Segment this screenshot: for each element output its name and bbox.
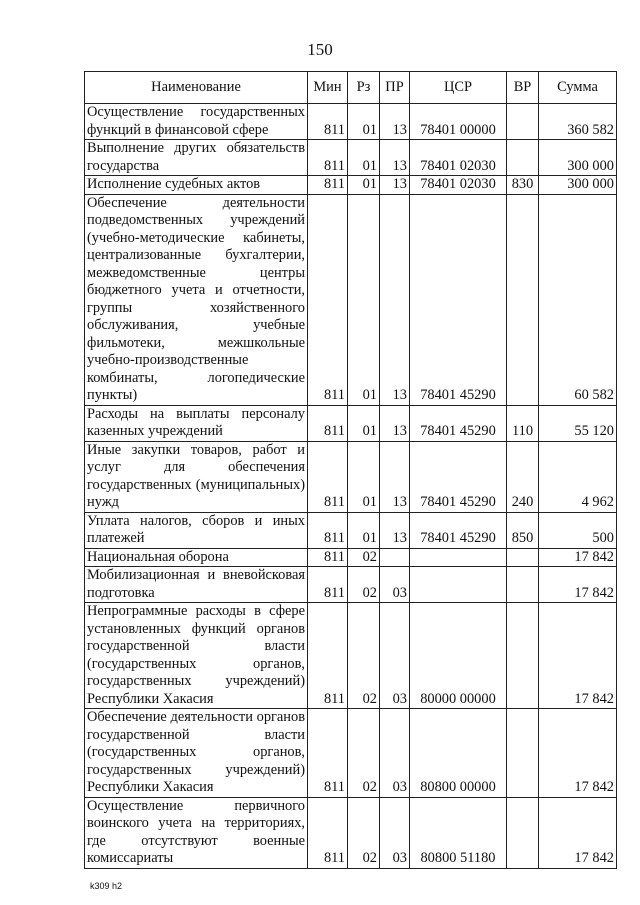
cell-pr: 13 bbox=[380, 441, 410, 512]
cell-csr: 78401 45290 bbox=[410, 441, 507, 512]
header-csr: ЦСР bbox=[410, 72, 507, 104]
cell-pr: 13 bbox=[380, 176, 410, 195]
table-row bbox=[85, 567, 617, 603]
table-row bbox=[85, 194, 617, 405]
cell-csr: 80000 00000 bbox=[410, 603, 507, 709]
cell-rz: 02 bbox=[348, 603, 380, 709]
cell-name: Выполнение других обязательств государства bbox=[85, 140, 308, 176]
table-row bbox=[85, 176, 617, 195]
cell-sum: 17 842 bbox=[539, 567, 617, 603]
cell-min: 811 bbox=[308, 567, 348, 603]
cell-rz: 02 bbox=[348, 567, 380, 603]
cell-pr: 13 bbox=[380, 104, 410, 140]
footer-code: k309 h2 bbox=[90, 881, 123, 891]
cell-min: 811 bbox=[308, 797, 348, 868]
cell-sum: 300 000 bbox=[539, 140, 617, 176]
cell-min: 811 bbox=[308, 104, 348, 140]
cell-vr bbox=[507, 194, 539, 405]
cell-rz: 01 bbox=[348, 140, 380, 176]
cell-rz: 02 bbox=[348, 797, 380, 868]
cell-rz: 01 bbox=[348, 176, 380, 195]
cell-pr bbox=[380, 548, 410, 567]
cell-rz: 01 bbox=[348, 441, 380, 512]
cell-pr: 03 bbox=[380, 709, 410, 798]
cell-name: Обеспечение деятельности органов государственной власти (государственных органов, государственных учреждений) Республики Хакасия bbox=[85, 709, 308, 798]
cell-pr: 13 bbox=[380, 194, 410, 405]
cell-name: Непрограммные расходы в сфере установленных функций органов государственной власти (государственных органов, государственных учреждений) Республики Хакасия bbox=[85, 603, 308, 709]
cell-rz: 01 bbox=[348, 104, 380, 140]
cell-vr bbox=[507, 709, 539, 798]
cell-pr: 03 bbox=[380, 797, 410, 868]
cell-rz: 01 bbox=[348, 194, 380, 405]
table-row bbox=[85, 140, 617, 176]
cell-sum: 17 842 bbox=[539, 709, 617, 798]
cell-sum: 17 842 bbox=[539, 603, 617, 709]
cell-name: Национальная оборона bbox=[85, 548, 308, 567]
header-pr: ПР bbox=[380, 72, 410, 104]
cell-csr: 80800 00000 bbox=[410, 709, 507, 798]
cell-csr: 80800 51180 bbox=[410, 797, 507, 868]
cell-name: Осуществление государственных функций в финансовой сфере bbox=[85, 104, 308, 140]
cell-sum: 17 842 bbox=[539, 797, 617, 868]
cell-csr: 78401 02030 bbox=[410, 176, 507, 195]
table-row bbox=[85, 797, 617, 868]
table-row bbox=[85, 405, 617, 441]
cell-csr bbox=[410, 548, 507, 567]
cell-sum: 55 120 bbox=[539, 405, 617, 441]
page-number: 150 bbox=[307, 40, 333, 59]
cell-csr bbox=[410, 567, 507, 603]
cell-vr: 850 bbox=[507, 512, 539, 548]
cell-pr: 03 bbox=[380, 567, 410, 603]
cell-vr bbox=[507, 104, 539, 140]
cell-sum: 360 582 bbox=[539, 104, 617, 140]
cell-csr: 78401 00000 bbox=[410, 104, 507, 140]
cell-name: Исполнение судебных актов bbox=[85, 176, 308, 195]
header-rz: Рз bbox=[348, 72, 380, 104]
cell-name: Иные закупки товаров, работ и услуг для обеспечения государственных (муниципальных) нужд bbox=[85, 441, 308, 512]
cell-min: 811 bbox=[308, 176, 348, 195]
header-name: Наименование bbox=[85, 72, 308, 104]
table-row bbox=[85, 548, 617, 567]
header-min: Мин bbox=[308, 72, 348, 104]
cell-name: Осуществление первичного воинского учета на территориях, где отсутствуют военные комиссариаты bbox=[85, 797, 308, 868]
cell-rz: 02 bbox=[348, 709, 380, 798]
cell-pr: 13 bbox=[380, 140, 410, 176]
cell-pr: 03 bbox=[380, 603, 410, 709]
table-header-row bbox=[85, 72, 617, 104]
cell-vr: 830 bbox=[507, 176, 539, 195]
cell-vr bbox=[507, 603, 539, 709]
cell-min: 811 bbox=[308, 441, 348, 512]
cell-name: Обеспечение деятельности подведомственных учреждений (учебно-методические кабинеты, централизованные бухгалтерии, межведомственные центры бюджетного учета и отчетности, группы хозяйственного обслуживания, учебные фильмотеки, межшкольные учебно-производственные комбинаты, логопедические пункты) bbox=[85, 194, 308, 405]
cell-sum: 300 000 bbox=[539, 176, 617, 195]
cell-sum: 500 bbox=[539, 512, 617, 548]
cell-sum: 17 842 bbox=[539, 548, 617, 567]
cell-vr: 240 bbox=[507, 441, 539, 512]
cell-rz: 01 bbox=[348, 405, 380, 441]
cell-name: Расходы на выплаты персоналу казенных учреждений bbox=[85, 405, 308, 441]
header-sum: Сумма bbox=[539, 72, 617, 104]
cell-vr: 110 bbox=[507, 405, 539, 441]
cell-vr bbox=[507, 140, 539, 176]
cell-name: Мобилизационная и вневойсковая подготовка bbox=[85, 567, 308, 603]
cell-rz: 01 bbox=[348, 512, 380, 548]
cell-min: 811 bbox=[308, 603, 348, 709]
cell-rz: 02 bbox=[348, 548, 380, 567]
cell-min: 811 bbox=[308, 405, 348, 441]
cell-pr: 13 bbox=[380, 512, 410, 548]
header-vr: ВР bbox=[507, 72, 539, 104]
cell-sum: 4 962 bbox=[539, 441, 617, 512]
cell-vr bbox=[507, 548, 539, 567]
cell-csr: 78401 02030 bbox=[410, 140, 507, 176]
cell-csr: 78401 45290 bbox=[410, 512, 507, 548]
cell-csr: 78401 45290 bbox=[410, 405, 507, 441]
table-row bbox=[85, 441, 617, 512]
cell-min: 811 bbox=[308, 194, 348, 405]
table-row bbox=[85, 709, 617, 798]
cell-name: Уплата налогов, сборов и иных платежей bbox=[85, 512, 308, 548]
cell-pr: 13 bbox=[380, 405, 410, 441]
cell-vr bbox=[507, 567, 539, 603]
cell-min: 811 bbox=[308, 709, 348, 798]
table-row bbox=[85, 512, 617, 548]
table-row bbox=[85, 603, 617, 709]
cell-sum: 60 582 bbox=[539, 194, 617, 405]
budget-table bbox=[84, 71, 617, 869]
cell-vr bbox=[507, 797, 539, 868]
cell-csr: 78401 45290 bbox=[410, 194, 507, 405]
cell-min: 811 bbox=[308, 512, 348, 548]
table-row bbox=[85, 104, 617, 140]
cell-min: 811 bbox=[308, 140, 348, 176]
cell-min: 811 bbox=[308, 548, 348, 567]
